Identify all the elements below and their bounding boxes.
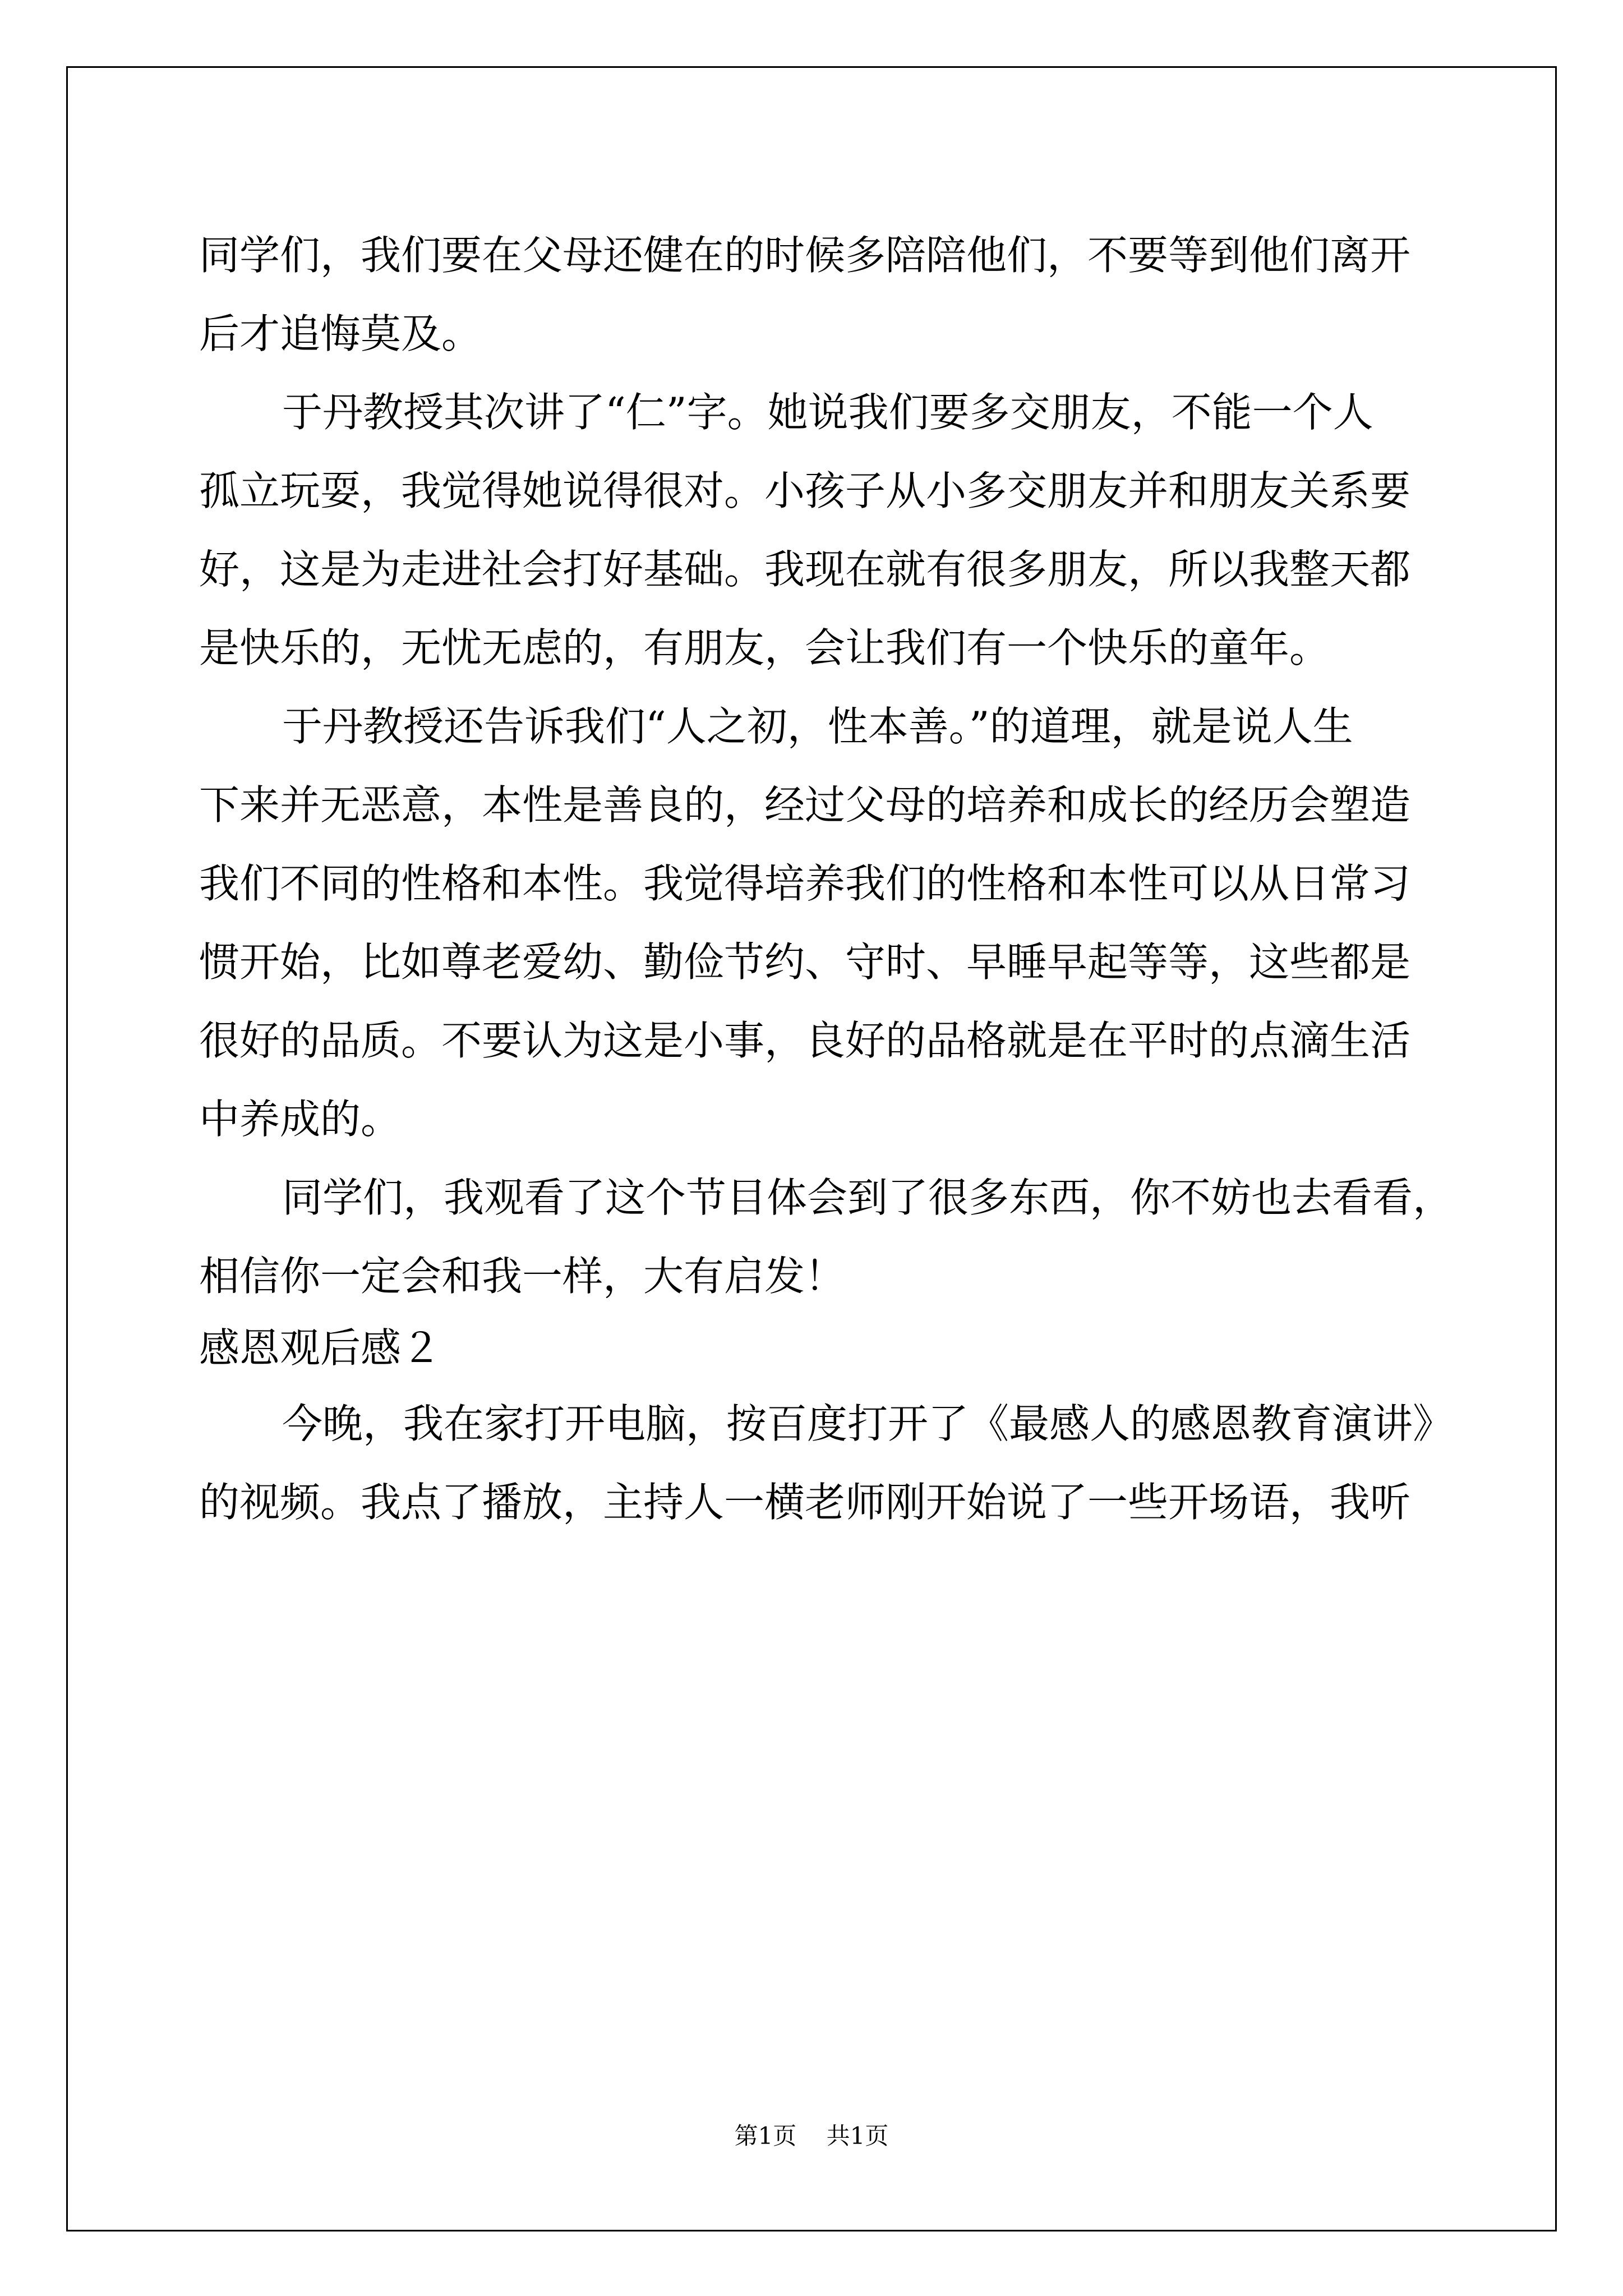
paragraph-1-line-1: 同学们，我们要在父母还健在的时候多陪陪他们，不要等到他们离开	[199, 232, 1411, 279]
paragraph-1-line-2: 后才追悔莫及。	[199, 310, 482, 357]
paragraph-3-line-2: 下来并无恶意，本性是善良的，经过父母的培养和成长的经历会塑造	[199, 781, 1411, 829]
paragraph-4-line-1: 同学们，我观看了这个节目体会到了很多东西，你不妨也去看看，	[282, 1174, 1454, 1221]
paragraph-3-line-3: 我们不同的性格和本性。我觉得培养我们的性格和本性可以从日常习	[199, 860, 1411, 907]
paragraph-3-line-4: 惯开始，比如尊老爱幼、勤俭节约、守时、早睡早起等等，这些都是	[199, 938, 1411, 986]
paragraph-2-line-1: 于丹教授其次讲了“仁”字。她说我们要多交朋友，不能一个人	[282, 389, 1373, 436]
paragraph-3-line-1: 于丹教授还告诉我们“人之初，性本善。”的道理，就是说人生	[282, 703, 1353, 750]
paragraph-2-line-2: 孤立玩耍，我觉得她说得很对。小孩子从小多交朋友并和朋友关系要	[199, 467, 1411, 514]
section-heading: 感恩观后感２	[199, 1324, 442, 1372]
paragraph-3-line-5: 很好的品质。不要认为这是小事，良好的品格就是在平时的点滴生活	[199, 1017, 1411, 1064]
paragraph-2-line-4: 是快乐的，无忧无虑的，有朋友，会让我们有一个快乐的童年。	[199, 624, 1330, 671]
paragraph-2-line-3: 好，这是为走进社会打好基础。我现在就有很多朋友，所以我整天都	[199, 546, 1411, 593]
paragraph-5-line-1: 今晚，我在家打开电脑，按百度打开了《最感人的感恩教育演讲》	[282, 1400, 1454, 1447]
paragraph-4-line-2: 相信你一定会和我一样，大有启发！	[199, 1253, 846, 1300]
page-footer: 第1页 共1页	[734, 2122, 889, 2150]
paragraph-3-line-6: 中养成的。	[199, 1096, 402, 1143]
paragraph-5-line-2: 的视频。我点了播放，主持人一横老师刚开始说了一些开场语，我听	[199, 1479, 1411, 1526]
